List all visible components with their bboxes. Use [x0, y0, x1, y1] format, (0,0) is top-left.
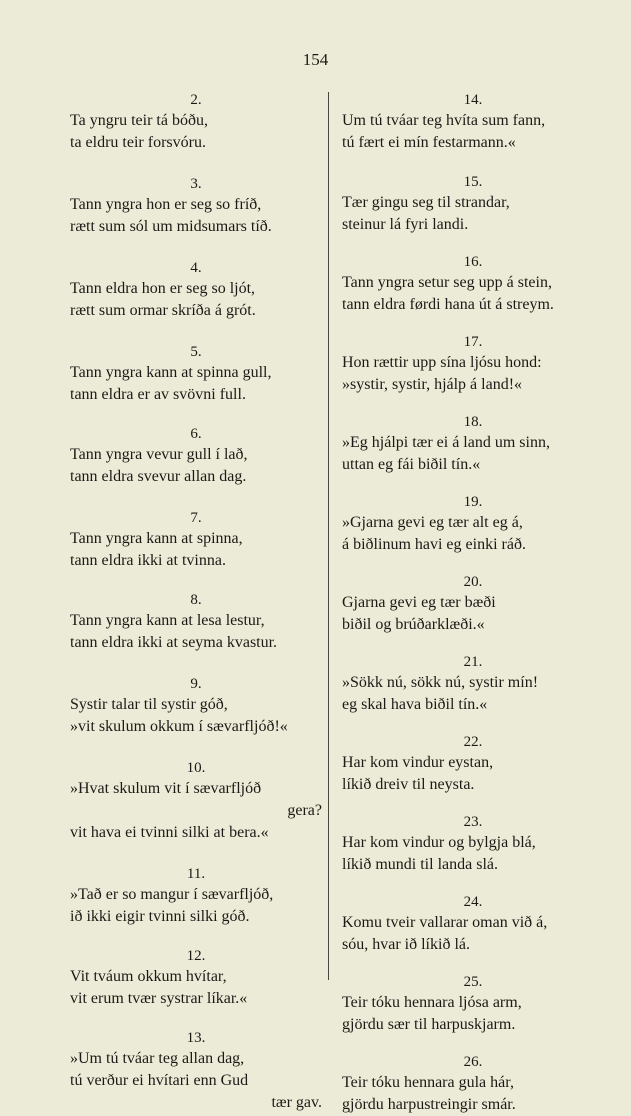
stanza-number: 14. — [463, 92, 483, 108]
stanza — [70, 424, 322, 488]
stanza — [342, 172, 604, 236]
verse-line: tann eldra er av svövni full. — [70, 386, 246, 403]
verse-line: líkið dreiv til neysta. — [342, 776, 475, 793]
stanza-number: 24. — [463, 894, 483, 910]
stanza-number: 16. — [463, 254, 483, 270]
stanza-number: 15. — [463, 174, 483, 190]
verse-line: tann eldra svevur allan dag. — [70, 468, 247, 485]
verse-line: rætt sum sól um midsumars tíð. — [70, 218, 272, 235]
verse-line: tú verður ei hvítari enn Gud — [70, 1072, 249, 1089]
verse-line: á biðlinum havi eg einki ráð. — [342, 536, 526, 553]
verse-line: vit erum tvær systrar líkar.« — [70, 990, 248, 1007]
stanza — [342, 572, 604, 636]
page-number: 154 — [302, 50, 329, 69]
verse-line: biðil og brúðarklæði.« — [342, 616, 485, 633]
stanza-number: 21. — [463, 654, 483, 670]
verse-line: »Um tú tváar teg allan dag, — [70, 1050, 245, 1067]
verse-line: tú fært ei mín festarmann.« — [342, 134, 516, 151]
verse-line: tann eldra ikki at tvinna. — [70, 552, 226, 569]
stanza — [342, 652, 604, 716]
stanza — [70, 90, 322, 154]
stanza-number: 11. — [186, 866, 206, 882]
stanza-number: 19. — [463, 494, 483, 510]
stanza — [342, 492, 604, 556]
column-divider — [328, 92, 329, 980]
verse-line: tann eldra førdi hana út á streym. — [342, 296, 554, 313]
stanza — [70, 758, 322, 844]
stanza-number: 18. — [463, 414, 483, 430]
verse-line: »Tað er so mangur í sævarfljóð, — [70, 886, 274, 903]
stanza — [70, 1028, 322, 1114]
verse-line: vit hava ei tvinni silki at bera.« — [70, 824, 269, 841]
stanza — [342, 892, 604, 956]
stanza-number: 3. — [190, 176, 202, 192]
verse-line: »Gjarna gevi eg tær alt eg á, — [342, 514, 523, 531]
verse-line: Ta yngru teir tá bóðu, — [70, 112, 208, 129]
verse-line: Har kom vindur eystan, — [342, 754, 494, 771]
verse-line: Komu tveir vallarar oman við á, — [342, 914, 548, 931]
stanza-number: 10. — [186, 760, 206, 776]
stanza — [342, 732, 604, 796]
stanza — [70, 508, 322, 572]
stanza — [342, 1052, 604, 1116]
verse-line: »Sökk nú, sökk nú, systir mín! — [342, 674, 539, 691]
stanza — [342, 90, 604, 154]
stanza-number: 20. — [463, 574, 483, 590]
verse-line: Tann yngra kann at spinna gull, — [70, 364, 272, 381]
left-column — [70, 90, 322, 1114]
stanza — [70, 174, 322, 238]
stanza-number: 12. — [186, 948, 206, 964]
verse-line: ta eldru teir forsvóru. — [70, 134, 206, 151]
verse-line: Tann yngra kann at spinna, — [70, 530, 243, 547]
verse-line: Gjarna gevi eg tær bæði — [342, 594, 496, 611]
stanza — [342, 412, 604, 476]
stanza-number: 23. — [463, 814, 483, 830]
stanza — [342, 252, 604, 316]
verse-line: steinur lá fyri landi. — [342, 216, 469, 233]
verse-line: Har kom vindur og bylgja blá, — [342, 834, 536, 851]
stanza-number: 9. — [190, 676, 202, 692]
stanza — [70, 258, 322, 322]
verse-line: Tann eldra hon er seg so ljót, — [70, 280, 256, 297]
stanza — [70, 864, 322, 928]
stanza — [342, 332, 604, 396]
verse-line: Vit tváum okkum hvítar, — [70, 968, 227, 985]
stanza-number: 4. — [190, 260, 202, 276]
verse-line: Tann yngra hon er seg so fríð, — [70, 196, 262, 213]
stanza-number: 6. — [190, 426, 202, 442]
verse-line: Hon rættir upp sína ljósu hond: — [342, 354, 542, 371]
verse-line: sóu, hvar ið líkið lá. — [342, 936, 470, 953]
verse-line: »vit skulum okkum í sævarfljóð!« — [70, 718, 288, 735]
verse-line: gjördu harpustreingir smár. — [342, 1096, 516, 1113]
verse-line: rætt sum ormar skríða á grót. — [70, 302, 256, 319]
stanza-number: 22. — [463, 734, 483, 750]
verse-line: ið ikki eigir tvinni silki góð. — [70, 908, 250, 925]
verse-line: »Hvat skulum vit í sævarfljóð — [70, 780, 262, 797]
verse-line: Tann yngra kann at lesa lestur, — [70, 612, 265, 629]
stanza — [70, 946, 322, 1010]
verse-line: gjördu sær til harpuskjarm. — [342, 1016, 516, 1033]
stanza-number: 25. — [463, 974, 483, 990]
verse-line: »Eg hjálpi tær ei á land um sinn, — [342, 434, 550, 451]
stanza-number: 5. — [190, 344, 202, 360]
verse-line: tann eldra ikki at seyma kvastur. — [70, 634, 278, 651]
stanza-number: 7. — [190, 510, 202, 526]
verse-line: eg skal hava biðil tín.« — [342, 696, 488, 713]
stanza-number: 2. — [190, 92, 202, 108]
verse-line: Teir tóku hennara ljósa arm, — [342, 994, 522, 1011]
verse-line: tær gav. — [271, 1094, 322, 1111]
right-column — [342, 90, 604, 1116]
stanza — [342, 812, 604, 876]
verse-line: Systir talar til systir góð, — [70, 696, 228, 713]
verse-line: »systir, systir, hjálp á land!« — [342, 376, 523, 393]
stanza — [70, 342, 322, 406]
stanza-number: 8. — [190, 592, 202, 608]
verse-line: Tann yngra setur seg upp á stein, — [342, 274, 552, 291]
stanza — [70, 590, 322, 654]
verse-line: gera? — [287, 802, 322, 819]
stanza — [70, 674, 322, 738]
stanza-number: 26. — [463, 1054, 483, 1070]
stanza-number: 13. — [186, 1030, 206, 1046]
verse-line: líkið mundi til landa slá. — [342, 856, 498, 873]
verse-line: uttan eg fái biðil tín.« — [342, 456, 481, 473]
verse-line: Tann yngra vevur gull í lað, — [70, 446, 248, 463]
stanza — [342, 972, 604, 1036]
verse-line: Tær gingu seg til strandar, — [342, 194, 510, 211]
verse-line: Teir tóku hennara gula hár, — [342, 1074, 514, 1091]
verse-line: Um tú tváar teg hvíta sum fann, — [342, 112, 546, 129]
stanza-number: 17. — [463, 334, 483, 350]
